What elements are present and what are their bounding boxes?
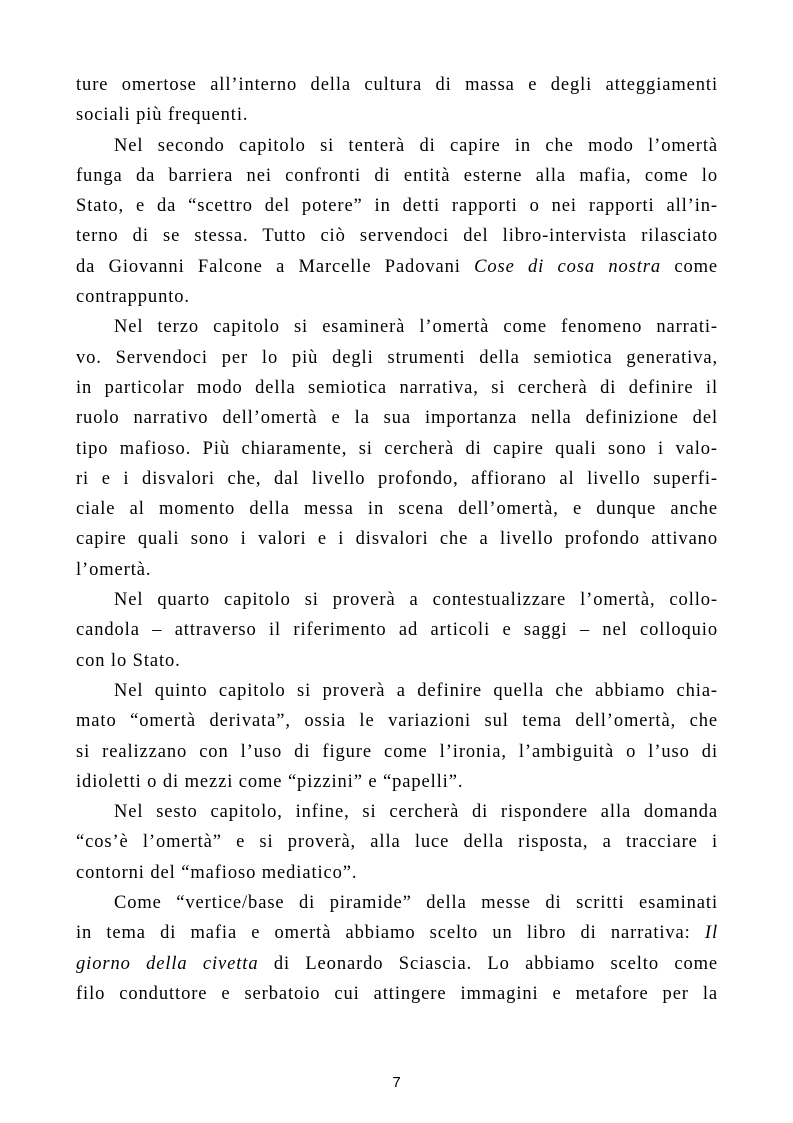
text-line: vo. Servendoci per lo più degli strumenti della semiotica generativa, xyxy=(76,347,718,368)
book-title-italic: Cose di cosa nostra xyxy=(474,256,662,277)
text-line: funga da barriera nei confronti di entità esterne alla mafia, come lo xyxy=(76,165,718,186)
text-line: Come “vertice/base di piramide” della messe di scritti esaminati xyxy=(114,893,718,914)
text-line: con lo Stato. xyxy=(76,650,181,671)
text-line: ture omertose all’interno della cultura di massa e degli atteggiamenti xyxy=(76,75,718,95)
page-number: 7 xyxy=(392,1074,401,1091)
text-line: terno di se stessa. Tutto ciò servendoci del libro-intervista rilasciato xyxy=(76,226,718,247)
text-line: idioletti o di mezzi come “pizzini” e “papelli”. xyxy=(76,771,464,792)
text-line: l’omertà. xyxy=(76,559,152,580)
text-line: Nel terzo capitolo si esaminerà l’omertà come fenomeno narrati- xyxy=(114,317,718,338)
text-line: ri e i disvalori che, dal livello profondo, affiorano al livello superfi- xyxy=(76,468,718,489)
text-line: contrappunto. xyxy=(76,287,190,308)
text-line: capire quali sono i valori e i disvalori che a livello profondo attivano xyxy=(76,529,718,550)
text-line: da Giovanni Falcone a Marcelle Padovani Cose di cosa nostra come xyxy=(76,256,718,277)
text-line: candola – attraverso il riferimento ad articoli e saggi – nel colloquio xyxy=(76,620,718,641)
text-line: Nel quarto capitolo si proverà a contestualizzare l’omertà, collo- xyxy=(114,590,718,611)
text-line: contorni del “mafioso mediatico”. xyxy=(76,862,358,883)
text-line: sociali più frequenti. xyxy=(76,105,249,126)
text-line: Nel quinto capitolo si proverà a definire quella che abbiamo chia- xyxy=(114,680,718,701)
text-line: Stato, e da “scettro del potere” in detti rapporti o nei rapporti all’in- xyxy=(76,196,718,217)
text-line: ruolo narrativo dell’omertà e la sua importanza nella definizione del xyxy=(76,408,718,429)
text-line: ciale al momento della messa in scena dell’omertà, e dunque anche xyxy=(76,499,718,520)
text-line: Nel sesto capitolo, infine, si cercherà di rispondere alla domanda xyxy=(114,802,718,823)
text-line: “cos’è l’omertà” e si proverà, alla luce della risposta, a tracciare i xyxy=(76,832,718,853)
book-title-italic: giorno della civetta xyxy=(76,953,259,974)
text-line: tipo mafioso. Più chiaramente, si cercherà di capire quali sono i valo- xyxy=(76,438,718,459)
text-line: giorno della civetta di Leonardo Sciascia. Lo abbiamo scelto come xyxy=(76,953,718,974)
book-title-italic: Il xyxy=(704,923,718,944)
text-line: in particolar modo della semiotica narrativa, si cercherà di definire il xyxy=(76,377,718,398)
text-line: Nel secondo capitolo si tenterà di capire in che modo l’omertà xyxy=(114,135,718,156)
text-line: mato “omertà derivata”, ossia le variazioni sul tema dell’omertà, che xyxy=(76,711,718,732)
text-line: filo conduttore e serbatoio cui attingere immagini e metafore per la xyxy=(76,983,718,1004)
body-text xyxy=(76,70,718,1009)
text-line: si realizzano con l’uso di figure come l’ironia, l’ambiguità o l’uso di xyxy=(76,741,718,762)
text-line: in tema di mafia e omertà abbiamo scelto un libro di narrativa: Il xyxy=(76,923,718,944)
